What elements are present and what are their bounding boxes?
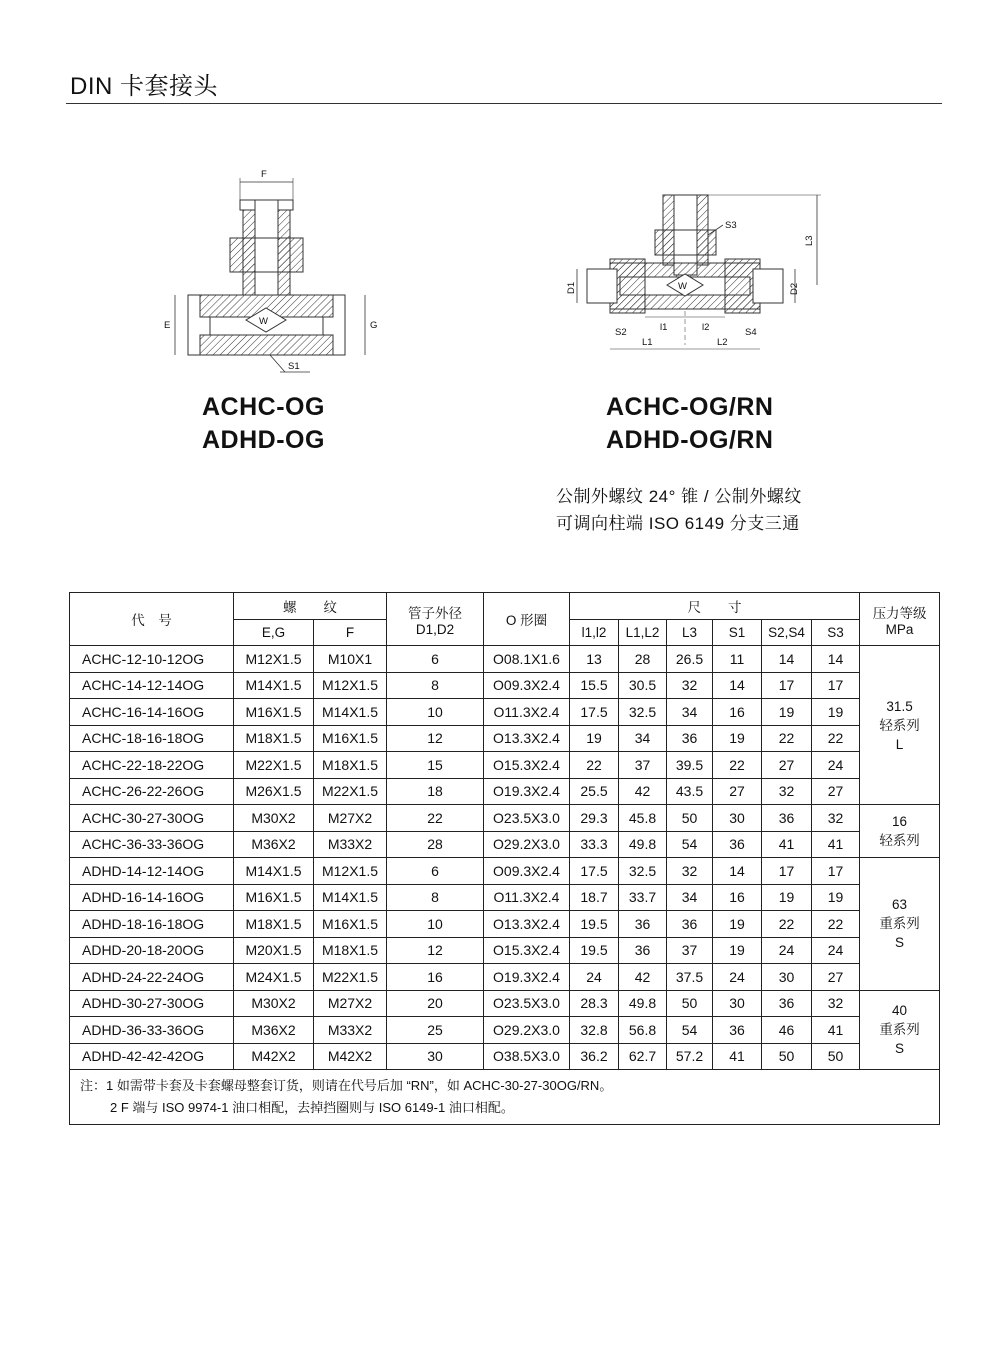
- row-code: ACHC-14-12-14OG: [70, 672, 234, 699]
- table-cell: 30: [713, 990, 762, 1017]
- table-cell: 22: [812, 911, 860, 938]
- notes-cell: [70, 1070, 940, 1125]
- table-cell: O19.3X2.4: [484, 964, 570, 991]
- table-row: [70, 725, 940, 752]
- table-cell: O11.3X2.4: [484, 884, 570, 911]
- table-cell: M36X2: [234, 831, 314, 858]
- pressure-series: 轻系列: [879, 833, 920, 848]
- header-dims: 尺 寸: [570, 593, 860, 620]
- table-cell: M27X2: [314, 990, 387, 1017]
- table-cell: 43.5: [667, 778, 713, 805]
- table-cell: 37: [667, 937, 713, 964]
- table-cell: 10: [387, 911, 484, 938]
- table-cell: M26X1.5: [234, 778, 314, 805]
- table-row: [70, 964, 940, 991]
- table-cell: M10X1: [314, 646, 387, 673]
- row-code: ACHC-36-33-36OG: [70, 831, 234, 858]
- table-cell: 28: [619, 646, 667, 673]
- table-cell: 36: [619, 911, 667, 938]
- table-cell: 15.5: [570, 672, 619, 699]
- table-cell: 19: [713, 725, 762, 752]
- table-cell: 14: [713, 672, 762, 699]
- table-cell: 49.8: [619, 831, 667, 858]
- row-code: ACHC-30-27-30OG: [70, 805, 234, 832]
- table-cell: 19: [812, 699, 860, 726]
- table-cell: M18X1.5: [234, 911, 314, 938]
- header-pressure-label: 压力等级: [872, 605, 927, 621]
- note-1: 注：1 如需带卡套及卡套螺母整套订货，则请在代号后加 “RN”，如 ACHC-30-27-30OG/RN。: [80, 1078, 613, 1093]
- table-cell: 50: [812, 1043, 860, 1070]
- description-line-2: 可调向柱端 ISO 6149 分支三通: [556, 514, 800, 533]
- table-cell: 28.3: [570, 990, 619, 1017]
- table-cell: M18X1.5: [314, 752, 387, 779]
- table-cell: 41: [812, 831, 860, 858]
- row-code: ADHD-42-42-42OG: [70, 1043, 234, 1070]
- header-thread: 螺 纹: [234, 593, 387, 620]
- header-pressure: [860, 593, 940, 646]
- table-cell: 50: [762, 1043, 812, 1070]
- table-cell: 32: [812, 990, 860, 1017]
- model-code-achc-og: ACHC-OG: [202, 393, 325, 421]
- table-cell: M22X1.5: [314, 964, 387, 991]
- table-cell: M22X1.5: [314, 778, 387, 805]
- table-cell: 17: [762, 858, 812, 885]
- table-cell: 19: [812, 884, 860, 911]
- table-row: [70, 937, 940, 964]
- pressure-value: 16: [892, 814, 908, 829]
- table-cell: 36: [713, 1017, 762, 1044]
- table-cell: 16: [387, 964, 484, 991]
- table-cell: 19.5: [570, 911, 619, 938]
- table-row: [70, 911, 940, 938]
- table-cell: 57.2: [667, 1043, 713, 1070]
- dim-label-s1: S1: [288, 361, 300, 372]
- table-cell: O19.3X2.4: [484, 778, 570, 805]
- table-cell: 27: [812, 964, 860, 991]
- table-cell: O38.5X3.0: [484, 1043, 570, 1070]
- table-cell: 19: [570, 725, 619, 752]
- table-cell: O13.3X2.4: [484, 911, 570, 938]
- table-cell: 11: [713, 646, 762, 673]
- table-cell: 41: [812, 1017, 860, 1044]
- dim-label-d2: D2: [789, 282, 800, 295]
- header-l1l2: l1,l2: [570, 619, 619, 646]
- table-cell: M12X1.5: [314, 858, 387, 885]
- dim-label-s4: S4: [745, 327, 757, 338]
- model-codes-left: [202, 391, 325, 457]
- table-cell: 17: [762, 672, 812, 699]
- table-cell: 18.7: [570, 884, 619, 911]
- row-code: ADHD-24-22-24OG: [70, 964, 234, 991]
- table-cell: M14X1.5: [234, 858, 314, 885]
- table-cell: 14: [762, 646, 812, 673]
- table-cell: M33X2: [314, 1017, 387, 1044]
- header-code: 代 号: [70, 593, 234, 646]
- table-cell: 22: [762, 911, 812, 938]
- table-cell: 24: [762, 937, 812, 964]
- table-cell: 25.5: [570, 778, 619, 805]
- table-cell: 56.8: [619, 1017, 667, 1044]
- table-cell: M14X1.5: [314, 699, 387, 726]
- pressure-code: S: [895, 935, 905, 951]
- table-body: [70, 646, 940, 1070]
- table-cell: O11.3X2.4: [484, 699, 570, 726]
- row-code: ACHC-18-16-18OG: [70, 725, 234, 752]
- dim-label-l1-small: l1: [660, 322, 668, 333]
- table-cell: M14X1.5: [314, 884, 387, 911]
- table-cell: O23.5X3.0: [484, 805, 570, 832]
- pressure-series: 重系列: [879, 1022, 920, 1038]
- row-code: ACHC-16-14-16OG: [70, 699, 234, 726]
- dim-label-l2-small: l2: [702, 322, 710, 333]
- table-cell: M33X2: [314, 831, 387, 858]
- table-cell: 36: [619, 937, 667, 964]
- table-cell: 41: [762, 831, 812, 858]
- row-code: ADHD-36-33-36OG: [70, 1017, 234, 1044]
- table-cell: O29.2X3.0: [484, 831, 570, 858]
- pressure-group: [860, 805, 940, 858]
- header-S3: S3: [812, 619, 860, 646]
- table-cell: O08.1X1.6: [484, 646, 570, 673]
- header-thread-eg: E,G: [234, 619, 314, 646]
- table-cell: 49.8: [619, 990, 667, 1017]
- table-cell: 32: [667, 858, 713, 885]
- table-cell: M14X1.5: [234, 672, 314, 699]
- table-cell: 17: [812, 672, 860, 699]
- table-cell: 33.3: [570, 831, 619, 858]
- table-cell: O15.3X2.4: [484, 752, 570, 779]
- table-cell: 42: [619, 778, 667, 805]
- page-title: DIN 卡套接头: [70, 73, 218, 100]
- header-oring: O 形圈: [484, 593, 570, 646]
- drawing-achc-og: [160, 160, 390, 385]
- table-cell: 22: [387, 805, 484, 832]
- table-cell: 10: [387, 699, 484, 726]
- table-cell: 33.7: [619, 884, 667, 911]
- row-code: ADHD-14-12-14OG: [70, 858, 234, 885]
- table-cell: M16X1.5: [234, 699, 314, 726]
- table-cell: 39.5: [667, 752, 713, 779]
- table-row: [70, 778, 940, 805]
- table-cell: M30X2: [234, 805, 314, 832]
- table-cell: O09.3X2.4: [484, 672, 570, 699]
- row-code: ACHC-22-18-22OG: [70, 752, 234, 779]
- row-code: ACHC-26-22-26OG: [70, 778, 234, 805]
- table-cell: O23.5X3.0: [484, 990, 570, 1017]
- table-cell: 6: [387, 858, 484, 885]
- table-cell: M16X1.5: [234, 884, 314, 911]
- table-cell: 34: [667, 884, 713, 911]
- header-pipe-od: [387, 593, 484, 646]
- table-cell: 32: [812, 805, 860, 832]
- table-cell: 26.5: [667, 646, 713, 673]
- table-cell: 42: [619, 964, 667, 991]
- pressure-value: 63: [892, 897, 908, 913]
- table-row: [70, 699, 940, 726]
- table-cell: M20X1.5: [234, 937, 314, 964]
- header-pipe-od-label: 管子外径: [408, 605, 462, 621]
- header-L1L2: L1,L2: [619, 619, 667, 646]
- row-code: ACHC-12-10-12OG: [70, 646, 234, 673]
- pressure-value: 40: [892, 1003, 908, 1019]
- table-cell: 22: [570, 752, 619, 779]
- table-row: [70, 990, 940, 1017]
- table-cell: 19: [713, 911, 762, 938]
- header-S1: S1: [713, 619, 762, 646]
- table-cell: 19: [762, 884, 812, 911]
- table-cell: M24X1.5: [234, 964, 314, 991]
- dim-label-g: G: [370, 320, 378, 331]
- table-cell: 36.2: [570, 1043, 619, 1070]
- header-S2S4: S2,S4: [762, 619, 812, 646]
- header-pipe-od-sub: D1,D2: [415, 621, 455, 637]
- table-cell: 37: [619, 752, 667, 779]
- dim-label-f: F: [261, 169, 267, 180]
- spec-table: [69, 592, 940, 1125]
- table-cell: 36: [762, 805, 812, 832]
- svg-text:W: W: [259, 316, 268, 327]
- table-cell: 16: [713, 699, 762, 726]
- table-cell: O15.3X2.4: [484, 937, 570, 964]
- table-cell: 12: [387, 725, 484, 752]
- dim-label-l3: L3: [804, 235, 815, 246]
- model-code-achc-og-rn: ACHC-OG/RN: [606, 393, 774, 421]
- dim-label-s2: S2: [615, 327, 627, 338]
- table-cell: 22: [762, 725, 812, 752]
- row-code: ADHD-16-14-16OG: [70, 884, 234, 911]
- table-cell: 54: [667, 831, 713, 858]
- table-cell: 36: [667, 725, 713, 752]
- table-cell: 29.3: [570, 805, 619, 832]
- model-code-adhd-og: ADHD-OG: [202, 426, 325, 454]
- table-row: [70, 1017, 940, 1044]
- table-cell: 25: [387, 1017, 484, 1044]
- table-cell: M22X1.5: [234, 752, 314, 779]
- table-cell: M18X1.5: [234, 725, 314, 752]
- table-cell: 16: [713, 884, 762, 911]
- pressure-series: 重系列: [879, 916, 920, 932]
- model-code-adhd-og-rn: ADHD-OG/RN: [606, 426, 774, 454]
- note-2: 2 F 端与 ISO 9974-1 油口相配，去掉挡圈则与 ISO 6149-1 油口相配。: [110, 1100, 514, 1115]
- table-cell: 27: [713, 778, 762, 805]
- table-cell: 54: [667, 1017, 713, 1044]
- title-divider: [66, 103, 942, 104]
- dim-label-s3: S3: [725, 220, 737, 231]
- pressure-series: 轻系列: [879, 717, 920, 733]
- table-cell: M36X2: [234, 1017, 314, 1044]
- header-L3: L3: [667, 619, 713, 646]
- table-cell: 27: [762, 752, 812, 779]
- table-cell: M18X1.5: [314, 937, 387, 964]
- table-cell: 32.5: [619, 858, 667, 885]
- table-cell: 14: [812, 646, 860, 673]
- pressure-group: [860, 990, 940, 1070]
- table-cell: 36: [667, 911, 713, 938]
- table-cell: 14: [713, 858, 762, 885]
- table-cell: 32: [667, 672, 713, 699]
- table-cell: M16X1.5: [314, 911, 387, 938]
- table-cell: 19.5: [570, 937, 619, 964]
- table-cell: M30X2: [234, 990, 314, 1017]
- table-cell: 13: [570, 646, 619, 673]
- table-cell: 6: [387, 646, 484, 673]
- table-cell: O09.3X2.4: [484, 858, 570, 885]
- table-cell: M12X1.5: [234, 646, 314, 673]
- table-cell: 34: [667, 699, 713, 726]
- table-row: [70, 805, 940, 832]
- table-cell: 30: [762, 964, 812, 991]
- table-cell: 22: [812, 725, 860, 752]
- table-cell: 19: [762, 699, 812, 726]
- table-row: [70, 858, 940, 885]
- table-cell: 32: [762, 778, 812, 805]
- svg-text:W: W: [678, 281, 687, 292]
- table-cell: M27X2: [314, 805, 387, 832]
- table-cell: O13.3X2.4: [484, 725, 570, 752]
- table-cell: 30.5: [619, 672, 667, 699]
- table-cell: 15: [387, 752, 484, 779]
- table-cell: 18: [387, 778, 484, 805]
- notes-row: [70, 1070, 940, 1125]
- table-cell: 50: [667, 990, 713, 1017]
- table-row: [70, 1043, 940, 1070]
- table-header-row: [70, 593, 940, 620]
- table-cell: 27: [812, 778, 860, 805]
- table-cell: 30: [713, 805, 762, 832]
- table-cell: 22: [713, 752, 762, 779]
- product-description: [556, 483, 802, 537]
- table-cell: 17: [812, 858, 860, 885]
- table-cell: 30: [387, 1043, 484, 1070]
- table-row: [70, 884, 940, 911]
- table-cell: 50: [667, 805, 713, 832]
- header-pressure-unit: MPa: [885, 621, 914, 637]
- table-cell: 24: [713, 964, 762, 991]
- table-cell: O29.2X3.0: [484, 1017, 570, 1044]
- table-cell: 32.5: [619, 699, 667, 726]
- table-cell: 46: [762, 1017, 812, 1044]
- table-cell: 17.5: [570, 858, 619, 885]
- table-row: [70, 672, 940, 699]
- pressure-group: [860, 646, 940, 805]
- table-cell: 8: [387, 672, 484, 699]
- table-cell: M12X1.5: [314, 672, 387, 699]
- table-cell: 28: [387, 831, 484, 858]
- pressure-group: [860, 858, 940, 991]
- table-cell: M42X2: [314, 1043, 387, 1070]
- table-cell: 12: [387, 937, 484, 964]
- dim-label-l1: L1: [642, 337, 653, 348]
- table-cell: M42X2: [234, 1043, 314, 1070]
- table-cell: 34: [619, 725, 667, 752]
- drawing-achc-og-rn: [555, 185, 830, 360]
- table-cell: 24: [812, 937, 860, 964]
- dim-label-e: E: [164, 320, 171, 331]
- pressure-value: 31.5: [886, 698, 913, 714]
- table-cell: 19: [713, 937, 762, 964]
- header-thread-f: F: [314, 619, 387, 646]
- table-cell: 37.5: [667, 964, 713, 991]
- table-cell: M16X1.5: [314, 725, 387, 752]
- table-cell: 62.7: [619, 1043, 667, 1070]
- dim-label-d1: D1: [566, 281, 577, 294]
- table-cell: 17.5: [570, 699, 619, 726]
- table-cell: 36: [762, 990, 812, 1017]
- table-cell: 8: [387, 884, 484, 911]
- pressure-code: L: [895, 736, 904, 752]
- row-code: ADHD-20-18-20OG: [70, 937, 234, 964]
- table-cell: 36: [713, 831, 762, 858]
- model-codes-right: [606, 391, 774, 457]
- description-line-1: 公制外螺纹 24° 锥 / 公制外螺纹: [556, 487, 802, 506]
- table-row: [70, 646, 940, 673]
- row-code: ADHD-30-27-30OG: [70, 990, 234, 1017]
- pressure-code: S: [895, 1041, 905, 1057]
- table-cell: 20: [387, 990, 484, 1017]
- table-row: [70, 752, 940, 779]
- table-row: [70, 831, 940, 858]
- table-cell: 45.8: [619, 805, 667, 832]
- table-cell: 24: [812, 752, 860, 779]
- dim-label-l2: L2: [717, 337, 728, 348]
- table-cell: 41: [713, 1043, 762, 1070]
- table-cell: 32.8: [570, 1017, 619, 1044]
- row-code: ADHD-18-16-18OG: [70, 911, 234, 938]
- table-cell: 24: [570, 964, 619, 991]
